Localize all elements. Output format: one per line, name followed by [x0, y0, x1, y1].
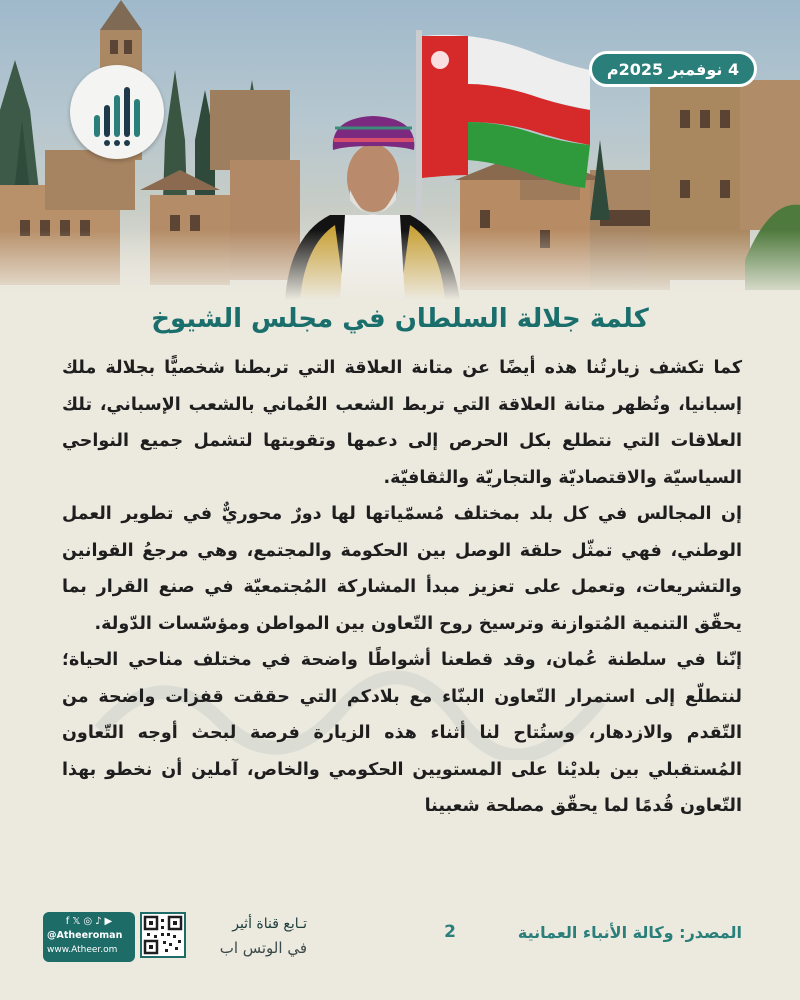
whatsapp-follow-text[interactable]: [195, 912, 307, 960]
date-badge: 4 نوفمبر 2025م: [589, 51, 757, 87]
x-icon[interactable]: 𝕏: [72, 916, 81, 927]
website-link[interactable]: www.Atheer.om: [47, 945, 118, 955]
paragraph-2: إن المجالس في كل بلد بمختلف مُسمّياتها لها دورٌ محوريٌّ في تطوير العمل الوطني، فهي تمثّل حلقة الوصل بين الحكومة والمجتمع، وهي مرجعُ القوانين والتشريعات، وتعمل على تعزيز مبدأ المشاركة المُجتمعيّة في صنع القرار بما يحقّق التنمية المُتوازنة وترسيخ روح التّعاون بين المواطن ومؤسّسات الدّولة.: [62, 504, 742, 634]
youtube-icon[interactable]: ▶: [104, 916, 113, 927]
page-number: 2: [444, 922, 456, 942]
tiktok-icon[interactable]: ♪: [95, 916, 102, 927]
article-body: [62, 350, 742, 825]
paragraph-1: كما تكشف زيارتُنا هذه أيضًا عن متانة العلاقة التي تربطنا شخصيًّا بجلالة ملك إسبانيا، وتُظهر متانة العلاقة التي تربط الشعب العُماني بالشعب الإسباني، تلك العلاقات التي نتطلع بكل الحرص إلى دعمها وتقويتها لتشمل جميع النواحي السياسيّة والاقتصاديّة والتجاريّة والثقافيّة.: [62, 358, 742, 488]
social-handle[interactable]: @Atheeroman: [47, 930, 123, 941]
source-credit: المصدر: وكالة الأنباء العمانية: [517, 923, 742, 942]
header-photo: [0, 0, 800, 300]
facebook-icon[interactable]: f: [65, 916, 70, 927]
follow-line-1: تـابع قناة أثير: [232, 916, 307, 932]
qr-code-icon[interactable]: [140, 912, 186, 958]
follow-line-2: في الوتس اب: [219, 939, 307, 957]
atheer-logo-icon: [70, 65, 164, 159]
paragraph-3: إنّنا في سلطنة عُمان، وقد قطعنا أشواطًا واضحة في مختلف مناحي الحياة؛ لنتطلّع إلى استمرار التّعاون البنّاء مع بلادكم التي حققت قفزات واضحة من التّقدم والازدهار، وستُتاح لنا أثناء هذه الزيارة فرصة لبحث أوجه التّعاون المُستقبلي بين بلديْنا على المستويين الحكومي والخاص، آملين أن نخطو بهذا التّعاون قُدمًا لما يحقّق مصلحة شعبينا: [62, 650, 742, 816]
instagram-icon[interactable]: ◎: [83, 916, 93, 927]
social-links-box: [43, 912, 135, 962]
page-title: كلمة جلالة السلطان في مجلس الشيوخ: [151, 304, 649, 334]
social-icons: [47, 915, 131, 929]
oman-flag: [422, 35, 590, 188]
